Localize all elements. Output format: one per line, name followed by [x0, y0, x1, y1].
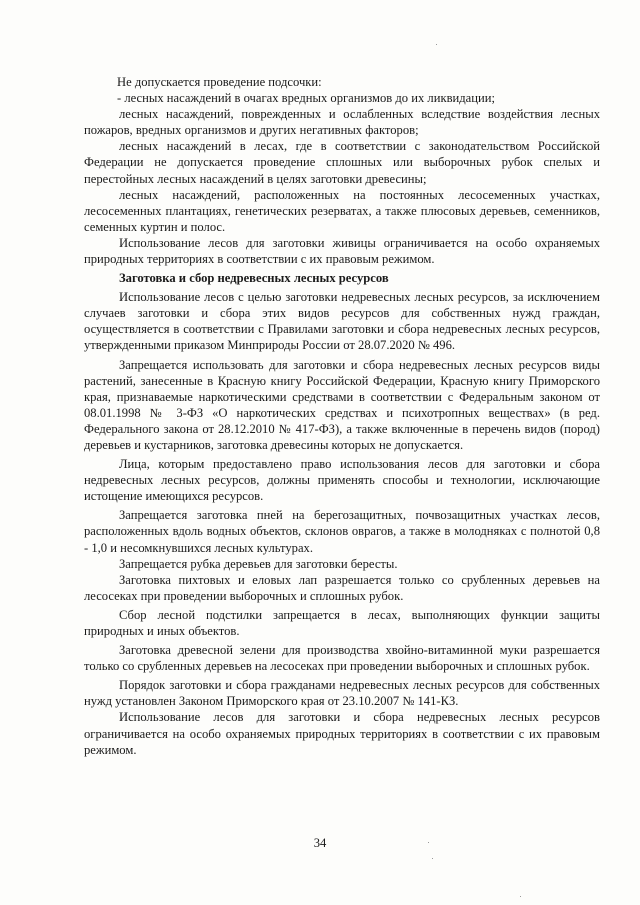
list-item: лесных насаждений, поврежденных и ослабленных вследствие воздействия лесных пожаров, вредных организмов и других негативных факторов; — [84, 107, 600, 138]
paragraph: Запрещается использовать для заготовки и сбора недревесных лесных ресурсов виды растений, занесенные в Красную книгу Российской Федерации, Красную книгу Приморского края, признаваемые наркотическими средствами в соответствии с Федеральным законом от 08.01.1998 № 3-ФЗ «О наркотических средствах и психотропных веществах» (в ред. Федерального закона от 28.12.2010 № 417-ФЗ), а также включенные в перечень видов (пород) деревьев и кустарников, заготовка древесины которых не допускается. — [84, 357, 600, 452]
paragraph: Сбор лесной подстилки запрещается в лесах, выполняющих функции защиты природных и иных объектов. — [84, 607, 600, 638]
paragraph: Запрещается заготовка пней на берегозащитных, почвозащитных участках лесов, расположенных вдоль водных объектов, склонов оврагов, а также в молодняках с полнотой 0,8 - 1,0 и несомкнувшихся лесных культурах. — [84, 508, 600, 555]
section-heading: Заготовка и сбор недревесных лесных ресурсов — [119, 271, 389, 286]
scan-speck — [428, 842, 429, 843]
scan-speck — [520, 896, 521, 897]
section-body — [84, 289, 600, 758]
list-item: лесных насаждений в лесах, где в соответствии с законодательством Российской Федерации не допускается проведение сплошных или выборочных рубок спелых и перестойных лесных насаждений в целях заготовки древесины; — [84, 139, 600, 186]
list-item: - лесных насаждений в очагах вредных организмов до их ликвидации; — [117, 91, 495, 106]
paragraph: Заготовка пихтовых и еловых лап разрешается только со срубленных деревьев на лесосеках при проведении выборочных и сплошных рубок. — [84, 572, 600, 603]
paragraph: Использование лесов с целью заготовки недревесных лесных ресурсов, за исключением случаев заготовки и сбора этих видов ресурсов для собственных нужд граждан, осуществляется в соответствии с Правилами заготовки и сбора недревесных лесных ресурсов, утвержденными приказом Минприроды России от 28.07.2020 № 496. — [84, 290, 600, 353]
paragraph: Заготовка древесной зелени для производства хвойно-витаминной муки разрешается только со срубленных деревьев на лесосеках при проведении выборочных и сплошных рубок. — [84, 643, 600, 674]
restrictions-block — [84, 74, 600, 267]
paragraph: Использование лесов для заготовки и сбора недревесных лесных ресурсов ограничивается на особо охраняемых природных территориях в соответствии с их правовым режимом. — [84, 710, 600, 757]
scan-speck — [436, 44, 437, 45]
paragraph: Использование лесов для заготовки живицы ограничивается на особо охраняемых природных территориях в соответствии с их правовым режимом. — [84, 235, 600, 267]
paragraph: Порядок заготовки и сбора гражданами недревесных лесных ресурсов для собственных нужд установлен Законом Приморского края от 23.10.2007 № 141-КЗ. — [84, 678, 600, 709]
page-number: 34 — [313, 836, 327, 850]
paragraph: Запрещается рубка деревьев для заготовки бересты. — [119, 556, 398, 571]
list-item: лесных насаждений, расположенных на постоянных лесосеменных участках, лесосеменных плантациях, генетических резерватах, а также плюсовых деревьев, семенников, семенных куртин и полос. — [84, 187, 600, 234]
paragraph: Не допускается проведение подсочки: — [117, 75, 322, 89]
paragraph: Лица, которым предоставлено право использования лесов для заготовки и сбора недревесных лесных ресурсов, должны применять способы и технологии, исключающие истощение имеющихся ресурсов. — [84, 457, 600, 504]
scan-speck — [432, 858, 433, 859]
